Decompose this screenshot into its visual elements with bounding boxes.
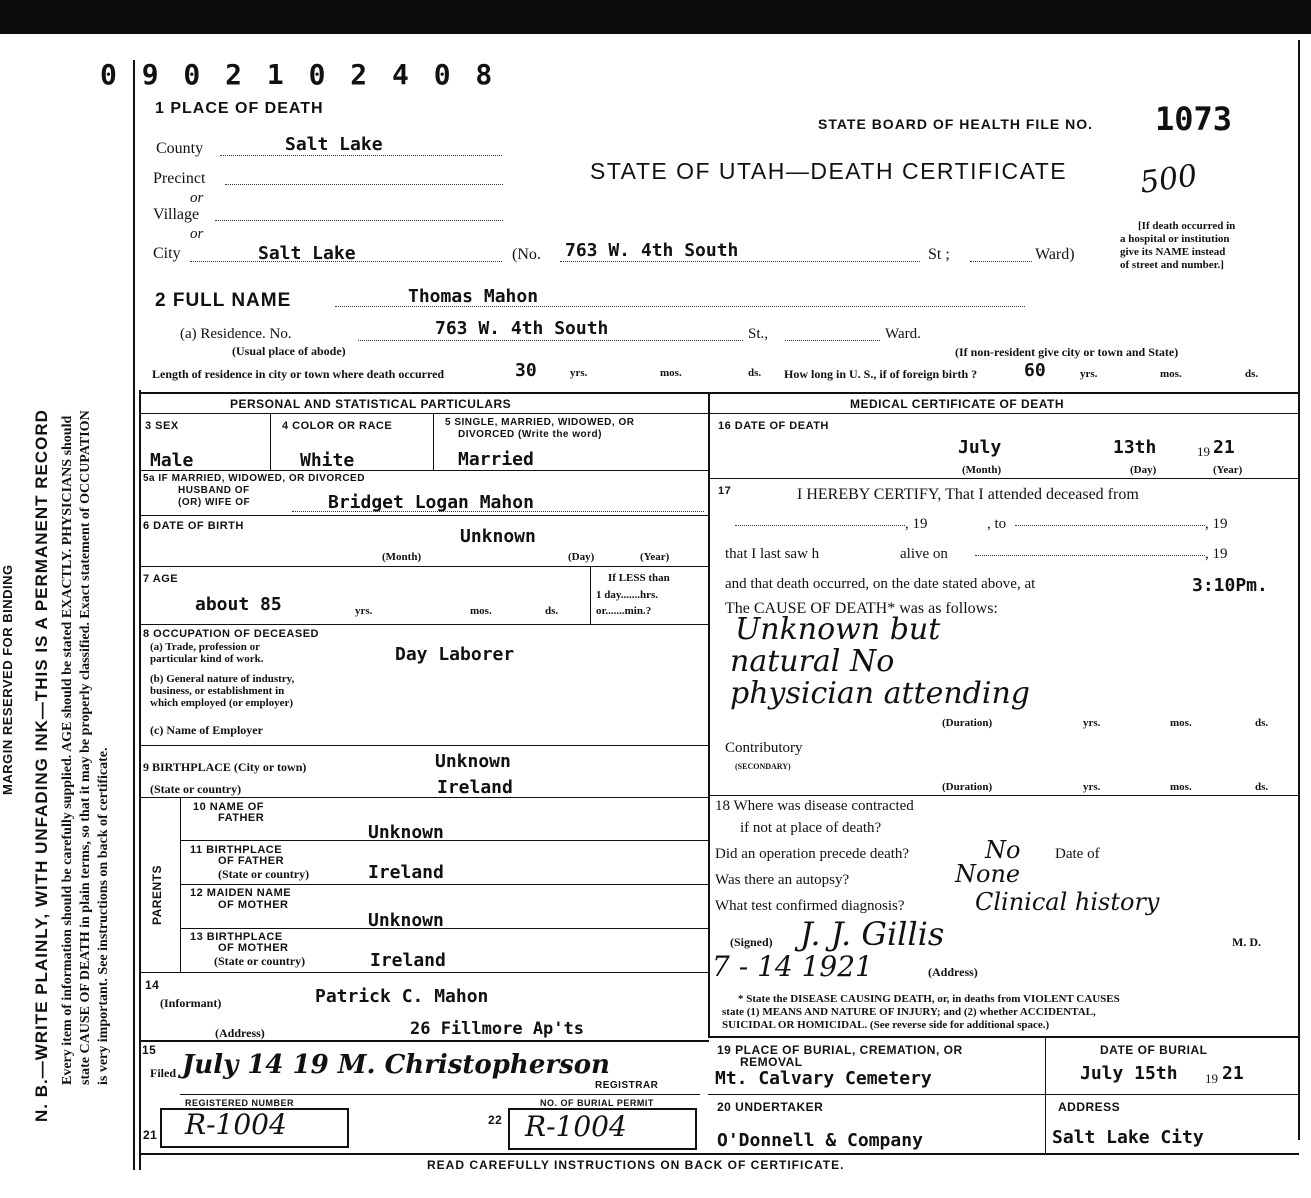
death-month: July <box>958 437 1002 458</box>
form-inner-left-border <box>139 390 141 1170</box>
death-day: 13th <box>1113 437 1157 458</box>
sex-value: Male <box>150 450 194 471</box>
title-note: 500 <box>1137 158 1200 201</box>
color-value: White <box>300 450 355 471</box>
death-year: 21 <box>1213 437 1235 458</box>
cause-line-2: natural No <box>730 644 895 679</box>
burial-permit-number: R-1004 <box>525 1110 627 1143</box>
column-divider <box>708 392 710 1037</box>
birthplace-city: Unknown <box>435 751 511 772</box>
file-no: 1073 <box>1155 100 1233 138</box>
signature-date: 7 - 14 1921 <box>712 950 873 983</box>
operation-value: No <box>985 836 1021 864</box>
city-label: City <box>153 245 181 262</box>
marital-value: Married <box>458 449 534 470</box>
margin-ink-text: N. B.—WRITE PLAINLY, WITH UNFADING INK—THIS IS A PERMANENT RECORD <box>32 409 51 1122</box>
residence-value: 763 W. 4th South <box>435 318 609 339</box>
filed-signature: July 14 19 M. Christopherson <box>182 1050 610 1080</box>
parents-label: PARENTS <box>150 865 164 925</box>
age-value: about 85 <box>195 594 282 615</box>
burial-date: July 15th <box>1080 1063 1178 1084</box>
city-value: Salt Lake <box>258 243 356 264</box>
death-time: 3:10Pm. <box>1192 575 1268 596</box>
margin-info-2: state CAUSE OF DEATH in plain terms, so that it may be properly classified. Exact statement of OCCUPATION <box>78 410 93 1085</box>
birthplace-country: Ireland <box>437 777 513 798</box>
cause-label: The CAUSE OF DEATH* was as follows: <box>725 600 998 617</box>
informant-address: 26 Fillmore Ap'ts <box>410 1019 584 1039</box>
margin-info-1: Every item of information should be carefully supplied. AGE should be stated EXACTLY. PHYSICIANS should <box>60 415 75 1085</box>
file-no-label: STATE BOARD OF HEALTH FILE NO. <box>818 116 1093 132</box>
form-left-border <box>133 60 135 1170</box>
cause-line-3: physician attending <box>730 676 1030 711</box>
burial-year: 21 <box>1222 1063 1244 1084</box>
undertaker: O'Donnell & Company <box>717 1130 923 1151</box>
father-birthplace: Ireland <box>368 862 444 883</box>
footer-instructions: READ CAREFULLY INSTRUCTIONS ON BACK OF CERTIFICATE. <box>427 1158 845 1172</box>
full-name-value: Thomas Mahon <box>408 286 539 307</box>
serial-number: 0 9 0 2 1 0 2 4 0 8 <box>100 58 497 91</box>
place-of-death-heading: 1 PLACE OF DEATH <box>155 100 324 117</box>
county-value: Salt Lake <box>285 134 383 155</box>
certify-text: I HEREBY CERTIFY, That I attended deceased from <box>797 486 1139 503</box>
occupation-value: Day Laborer <box>395 644 515 665</box>
full-name-heading: 2 FULL NAME <box>155 290 292 311</box>
margin-binding-text: MARGIN RESERVED FOR BINDING <box>0 564 15 795</box>
county-label: County <box>156 140 204 157</box>
scan-top-border <box>0 0 1311 34</box>
certificate-title: STATE OF UTAH—DEATH CERTIFICATE <box>590 158 1068 184</box>
father-name: Unknown <box>368 822 444 843</box>
mother-name: Unknown <box>368 910 444 931</box>
precinct-label: Precinct <box>153 170 206 187</box>
form-right-border <box>1298 40 1300 1140</box>
personal-heading: PERSONAL AND STATISTICAL PARTICULARS <box>230 397 512 411</box>
village-label: Village <box>153 206 200 223</box>
residence-length: 30 <box>515 360 537 381</box>
margin-info-3: is very important. See instructions on back of certificate. <box>96 747 111 1085</box>
physician-signature: J. J. Gillis <box>800 915 945 953</box>
burial-place: Mt. Calvary Cemetery <box>715 1068 932 1089</box>
informant-name: Patrick C. Mahon <box>315 986 489 1007</box>
cause-line-1: Unknown but <box>735 612 941 647</box>
us-years: 60 <box>1024 360 1046 381</box>
spouse-value: Bridget Logan Mahon <box>328 492 534 513</box>
test-value: Clinical history <box>975 888 1160 916</box>
dob-value: Unknown <box>460 526 536 547</box>
undertaker-address: Salt Lake City <box>1052 1127 1204 1148</box>
autopsy-value: None <box>955 860 1021 888</box>
mother-birthplace: Ireland <box>370 950 446 971</box>
street-value: 763 W. 4th South <box>565 240 739 261</box>
medical-heading: MEDICAL CERTIFICATE OF DEATH <box>850 397 1064 411</box>
registered-number: R-1004 <box>185 1108 287 1141</box>
